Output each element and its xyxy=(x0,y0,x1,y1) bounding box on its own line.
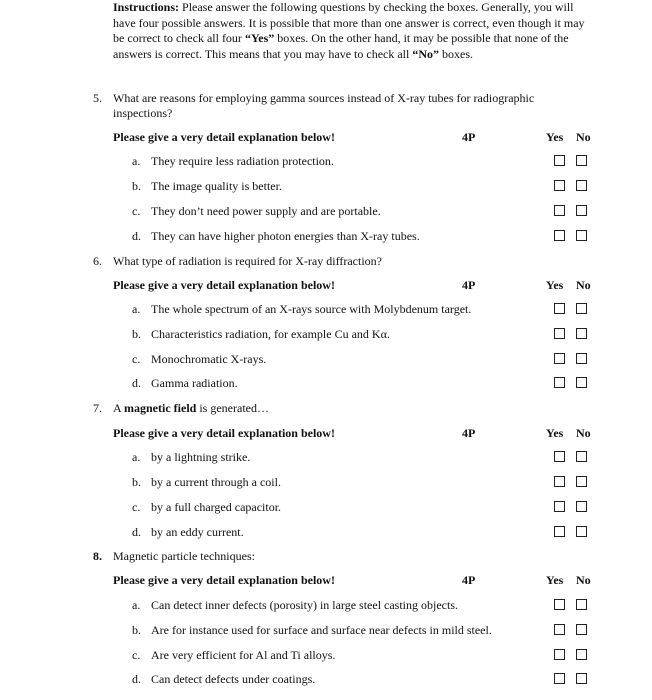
question-5-answer-b-no-checkbox[interactable] xyxy=(576,180,587,191)
question-6-answer-a-yes-checkbox[interactable] xyxy=(554,303,565,314)
question-5-text: What are reasons for employing gamma sources instead of X-ray tubes for radiographic inspections? xyxy=(113,91,535,120)
question-7-answer-d-no-checkbox[interactable] xyxy=(576,526,587,537)
question-6-yes-label: Yes xyxy=(546,278,564,292)
question-8-yes-label: Yes xyxy=(546,573,564,587)
question-7-no-label: No xyxy=(576,426,591,440)
question-7-answer-a-no-checkbox[interactable] xyxy=(576,451,587,462)
question-8-answer-d-text: Can detect defects under coatings. xyxy=(151,672,316,686)
question-8-answer-d-yes-checkbox[interactable] xyxy=(554,673,565,684)
question-5-answer-c-letter: c. xyxy=(132,204,141,218)
instructions-bold-yes: “Yes” xyxy=(244,31,275,46)
instructions-bold-no: “No” xyxy=(412,46,440,61)
question-5-yes-label: Yes xyxy=(546,130,564,144)
question-8-answer-a-yes-checkbox[interactable] xyxy=(554,599,565,610)
question-7-prompt: Please give a very detail explanation below! xyxy=(113,426,335,440)
question-8-answer-d-no-checkbox[interactable] xyxy=(576,673,587,684)
instructions-text-2: boxes. On the other hand, it may be possible that none of the answers is correct. This means that you may have to check all xyxy=(113,31,569,61)
question-8-answer-c-no-checkbox[interactable] xyxy=(576,649,587,660)
question-6-answer-a-no-checkbox[interactable] xyxy=(576,303,587,314)
question-8-answer-a-text: Can detect inner defects (porosity) in large steel casting objects. xyxy=(151,598,459,612)
question-8-answer-b-letter: b. xyxy=(132,623,141,637)
question-7-answer-b-text: by a current through a coil. xyxy=(151,475,281,489)
question-6-answer-b-text: Characteristics radiation, for example Cu and Kα. xyxy=(151,327,390,341)
question-6-answer-c-text: Monochromatic X-rays. xyxy=(151,352,267,366)
question-6-answer-b-letter: b. xyxy=(132,327,141,341)
question-5-answer-c-text: They don’t need power supply and are portable. xyxy=(151,204,381,218)
question-7-answer-a-yes-checkbox[interactable] xyxy=(554,451,565,462)
question-5-answer-a-yes-checkbox[interactable] xyxy=(554,155,565,166)
question-5-answer-d-yes-checkbox[interactable] xyxy=(554,230,565,241)
question-8-answer-b-no-checkbox[interactable] xyxy=(576,624,587,635)
question-8-answer-c-yes-checkbox[interactable] xyxy=(554,649,565,660)
question-6-answer-d-letter: d. xyxy=(132,376,141,390)
question-5-answer-a-text: They require less radiation protection. xyxy=(151,154,334,168)
question-7-answer-b-no-checkbox[interactable] xyxy=(576,476,587,487)
question-5-no-label: No xyxy=(576,130,591,144)
question-8-answer-a-no-checkbox[interactable] xyxy=(576,599,587,610)
question-7-answer-d-yes-checkbox[interactable] xyxy=(554,526,565,537)
question-6-points: 4P xyxy=(462,278,476,292)
question-5-answer-a-letter: a. xyxy=(132,154,141,168)
question-7-yes-label: Yes xyxy=(546,426,564,440)
question-7-answer-c-text: by a full charged capacitor. xyxy=(151,500,282,514)
question-7-number: 7. xyxy=(93,401,102,415)
question-6-answer-b-no-checkbox[interactable] xyxy=(576,328,587,339)
question-6-answer-c-letter: c. xyxy=(132,352,141,366)
question-6-answer-c-yes-checkbox[interactable] xyxy=(554,353,565,364)
question-7-answer-a-letter: a. xyxy=(132,450,141,464)
question-7-answer-d-letter: d. xyxy=(132,525,141,539)
question-7-text-post: is generated… xyxy=(196,401,269,415)
question-6-answer-b-yes-checkbox[interactable] xyxy=(554,328,565,339)
question-7-text-pre: A xyxy=(113,401,125,415)
question-6-number: 6. xyxy=(93,254,102,268)
instructions-label: Instructions: xyxy=(113,0,180,14)
question-7-answer-c-no-checkbox[interactable] xyxy=(576,501,587,512)
instructions-text-1: Please answer the following questions by checking the boxes. Generally, you will have four possible answers. It is possible that more than one answer is correct, even though it may be correct to check all four xyxy=(113,0,585,46)
question-5-answer-d-text: They can have higher photon energies than X-ray tubes. xyxy=(151,229,420,243)
instructions-paragraph xyxy=(113,0,593,62)
question-6-answer-d-yes-checkbox[interactable] xyxy=(554,377,565,388)
question-5-answer-c-yes-checkbox[interactable] xyxy=(554,205,565,216)
question-8-text: Magnetic particle techniques: xyxy=(113,549,255,563)
question-5-answer-a-no-checkbox[interactable] xyxy=(576,155,587,166)
question-8-answer-b-yes-checkbox[interactable] xyxy=(554,624,565,635)
question-7-answer-a-text: by a lightning strike. xyxy=(151,450,251,464)
question-5-prompt: Please give a very detail explanation below! xyxy=(113,130,335,144)
question-8-answer-c-text: Are very efficient for Al and Ti alloys. xyxy=(151,648,336,662)
instructions-text-3: boxes. xyxy=(439,46,474,61)
question-8-points: 4P xyxy=(462,573,476,587)
question-7-answer-b-yes-checkbox[interactable] xyxy=(554,476,565,487)
question-7-answer-c-yes-checkbox[interactable] xyxy=(554,501,565,512)
question-7-answer-c-letter: c. xyxy=(132,500,141,514)
question-8-answer-d-letter: d. xyxy=(132,672,141,686)
question-8-answer-c-letter: c. xyxy=(132,648,141,662)
question-6-answer-c-no-checkbox[interactable] xyxy=(576,353,587,364)
question-7-points: 4P xyxy=(462,426,476,440)
question-7-answer-d-text: by an eddy current. xyxy=(151,525,244,539)
question-5-answer-b-text: The image quality is better. xyxy=(151,179,282,193)
question-8-answer-a-letter: a. xyxy=(132,598,141,612)
question-5-answer-c-no-checkbox[interactable] xyxy=(576,205,587,216)
question-6-prompt: Please give a very detail explanation below! xyxy=(113,278,335,292)
question-8-number: 8. xyxy=(93,549,102,563)
question-6-answer-a-text: The whole spectrum of an X-rays source with Molybdenum target. xyxy=(151,302,472,316)
question-6-answer-a-letter: a. xyxy=(132,302,141,316)
question-8-answer-b-text: Are for instance used for surface and surface near defects in mild steel. xyxy=(151,623,492,637)
question-6-answer-d-text: Gamma radiation. xyxy=(151,376,238,390)
question-7-text xyxy=(113,401,269,416)
question-6-text: What type of radiation is required for X-ray diffraction? xyxy=(113,254,383,268)
question-6-answer-d-no-checkbox[interactable] xyxy=(576,377,587,388)
question-5-answer-b-letter: b. xyxy=(132,179,141,193)
question-6-no-label: No xyxy=(576,278,591,292)
question-5-number: 5. xyxy=(93,91,102,105)
question-7-answer-b-letter: b. xyxy=(132,475,141,489)
question-5-answer-d-no-checkbox[interactable] xyxy=(576,230,587,241)
question-7-text-bold: magnetic field xyxy=(124,401,197,415)
question-5-points: 4P xyxy=(462,130,476,144)
question-5-answer-d-letter: d. xyxy=(132,229,141,243)
question-8-no-label: No xyxy=(576,573,591,587)
question-8-prompt: Please give a very detail explanation below! xyxy=(113,573,335,587)
question-5-answer-b-yes-checkbox[interactable] xyxy=(554,180,565,191)
